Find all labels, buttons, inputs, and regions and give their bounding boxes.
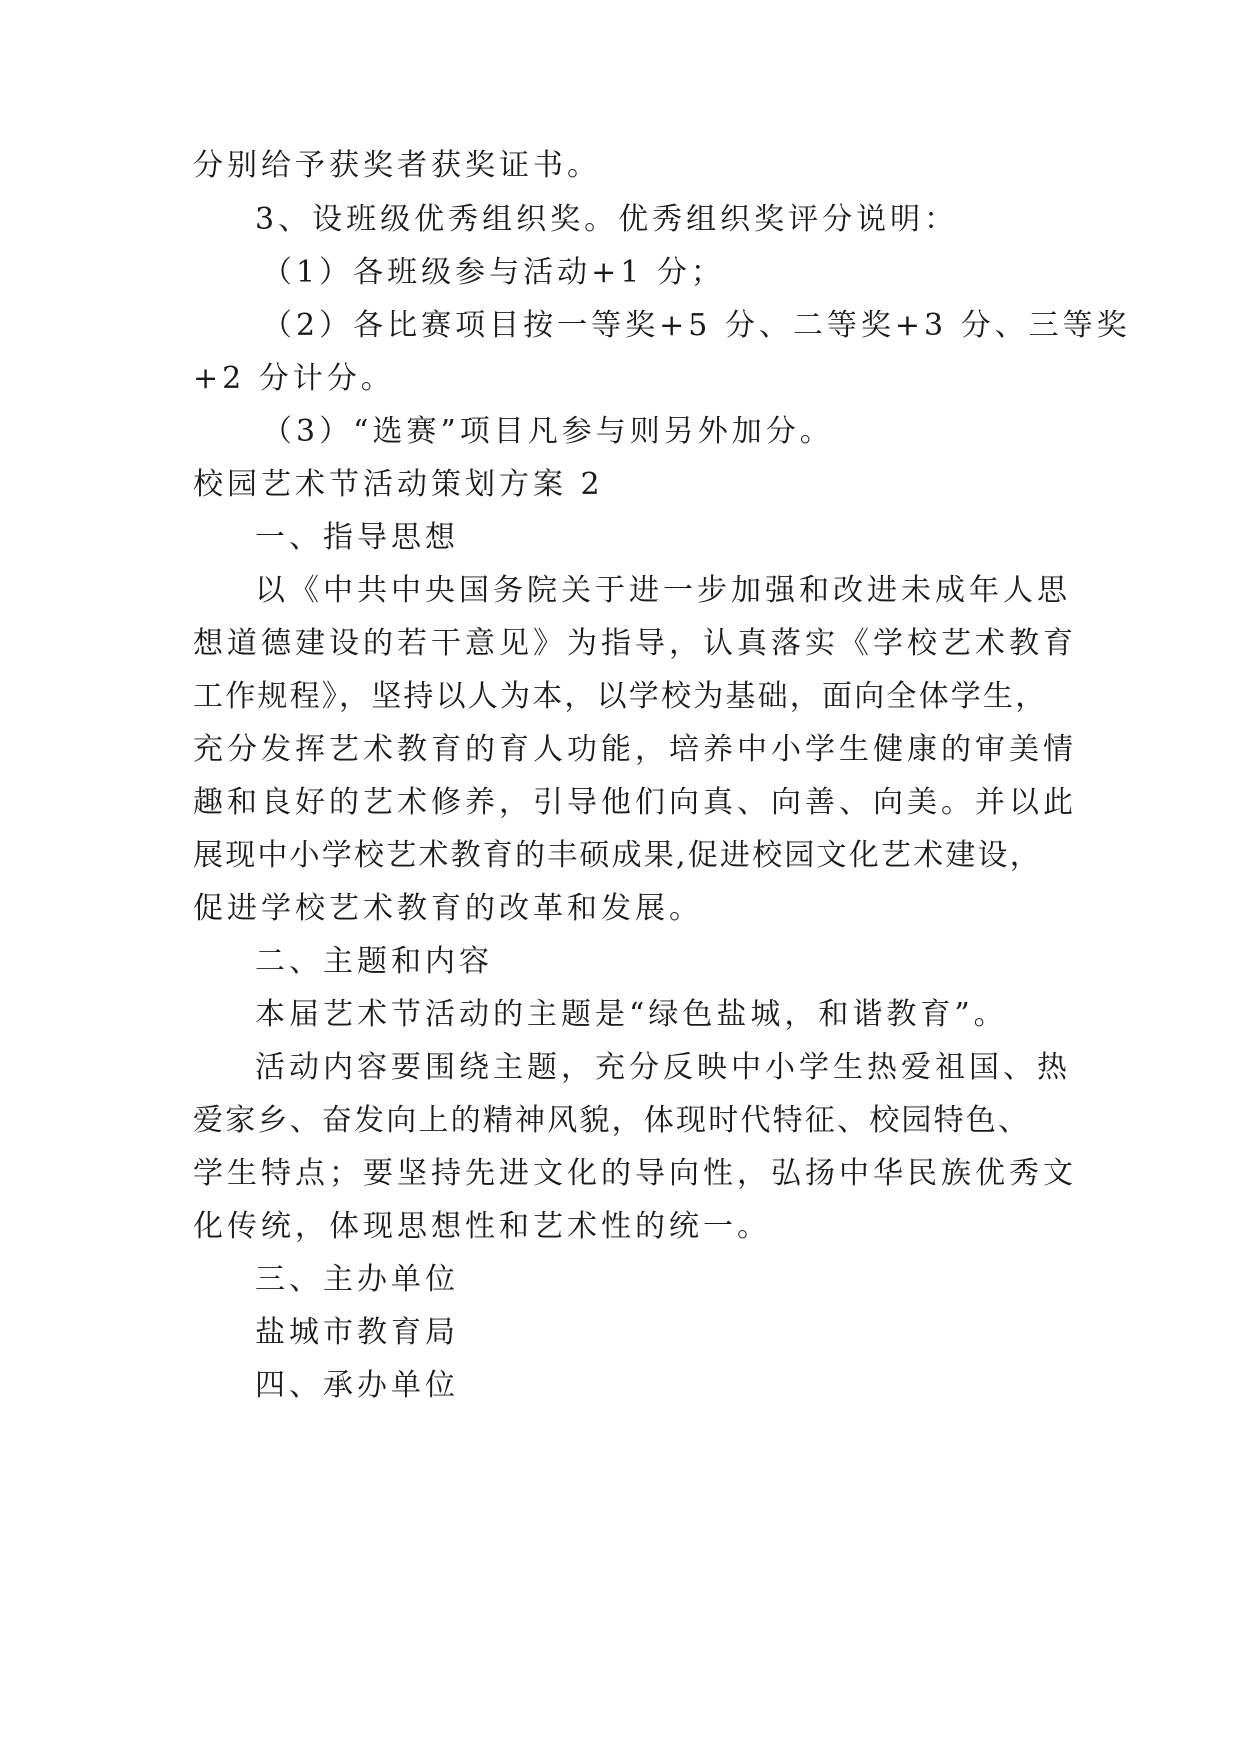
section-heading: 三、主办单位 bbox=[255, 1262, 459, 1297]
paragraph-line: 本届艺术节活动的主题是“绿色盐城，和谐教育”。 bbox=[255, 997, 1008, 1032]
paragraph-line: 想道德建设的若干意见》为指导，认真落实《学校艺术教育 bbox=[193, 626, 1077, 661]
list-item: （1）各班级参与活动+1 分； bbox=[262, 255, 725, 290]
paragraph-line: +2 分计分。 bbox=[193, 361, 395, 396]
section-heading: 二、主题和内容 bbox=[255, 944, 493, 979]
paragraph-line: 促进学校艺术教育的改革和发展。 bbox=[193, 891, 703, 926]
paragraph-line: 盐城市教育局 bbox=[255, 1315, 459, 1350]
paragraph-line: 3、设班级优秀组织奖。优秀组织奖评分说明： bbox=[255, 202, 959, 237]
paragraph-line: 分别给予获奖者获奖证书。 bbox=[193, 148, 601, 183]
paragraph-line: 工作规程》，坚持以人为本，以学校为基础，面向全体学生， bbox=[193, 679, 1048, 714]
paragraph-line: 展现中小学校艺术教育的丰硕成果,促进校园文化艺术建设， bbox=[193, 838, 1042, 873]
list-item: （3）“选赛”项目凡参与则另外加分。 bbox=[262, 414, 834, 449]
paragraph-line: 学生特点；要坚持先进文化的导向性，弘扬中华民族优秀文 bbox=[193, 1156, 1077, 1191]
paragraph-line: 以《中共中央国务院关于进一步加强和改进未成年人思 bbox=[255, 573, 1071, 608]
paragraph-line: 爱家乡、奋发向上的精神风貌，体现时代特征、校园特色、 bbox=[193, 1103, 1031, 1138]
section-heading: 四、承办单位 bbox=[255, 1368, 459, 1403]
section-title: 校园艺术节活动策划方案 2 bbox=[193, 467, 604, 502]
paragraph-line: 活动内容要围绕主题，充分反映中小学生热爱祖国、热 bbox=[255, 1050, 1071, 1085]
paragraph-line: 充分发挥艺术教育的育人功能，培养中小学生健康的审美情 bbox=[193, 732, 1077, 767]
paragraph-line: 化传统，体现思想性和艺术性的统一。 bbox=[193, 1209, 771, 1244]
list-item: （2）各比赛项目按一等奖+5 分、二等奖+3 分、三等奖 bbox=[262, 308, 1131, 343]
section-heading: 一、指导思想 bbox=[255, 520, 459, 555]
paragraph-line: 趣和良好的艺术修养，引导他们向真、向善、向美。并以此 bbox=[193, 785, 1077, 820]
